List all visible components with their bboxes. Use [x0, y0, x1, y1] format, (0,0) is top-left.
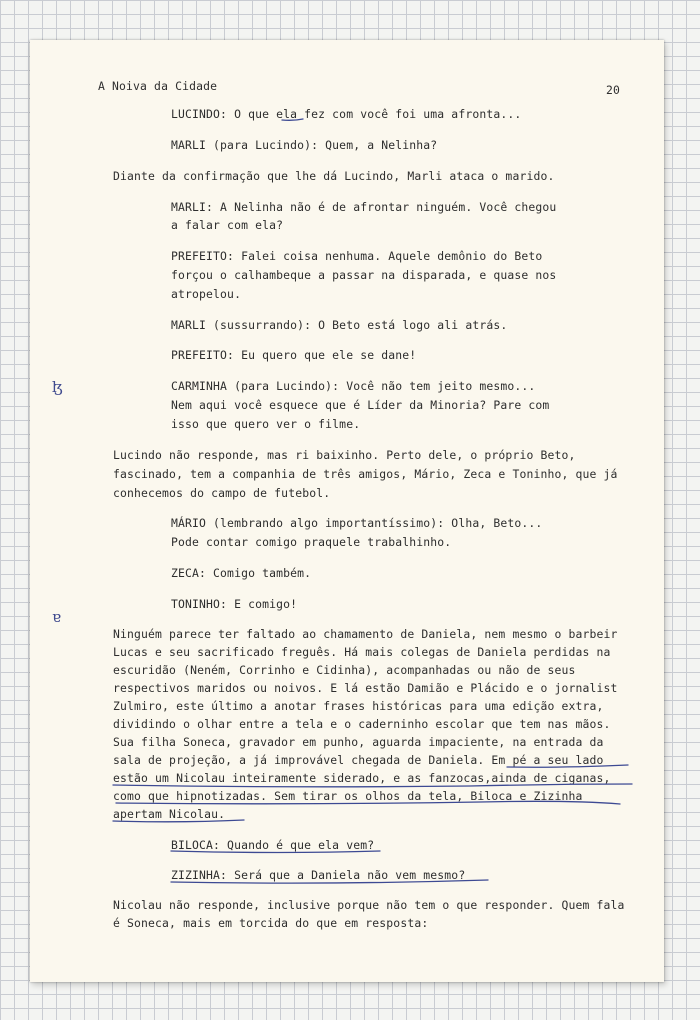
- text-line: LUCINDO: O que ela fez com você foi uma afronta...: [171, 107, 522, 121]
- page-header-title: A Noiva da Cidade: [98, 79, 218, 93]
- text-line: MARLI (para Lucindo): Quem, a Nelinha?: [171, 138, 438, 152]
- text-line: ZECA: Comigo também.: [171, 566, 312, 580]
- text-line: a falar com ela?: [171, 218, 284, 232]
- text-line: atropelou.: [171, 287, 242, 301]
- text-line: TONINHO: E comigo!: [171, 597, 298, 611]
- text-line: forçou o calhambeque a passar na disparada, e quase nos: [171, 268, 557, 282]
- text-line: PREFEITO: Falei coisa nenhuma. Aquele demônio do Beto: [171, 249, 543, 263]
- text-line: Diante da confirmação que lhe dá Lucindo, Marli ataca o marido.: [113, 169, 555, 183]
- text-line: como que hipnotizadas. Sem tirar os olhos da tela, Biloca e Zizinha: [113, 789, 583, 803]
- text-line: PREFEITO: Eu quero que ele se dane!: [171, 348, 417, 362]
- text-line: Sua filha Soneca, gravador em punho, aguarda impaciente, na entrada da: [113, 735, 604, 749]
- text-line: MÁRIO (lembrando algo importantíssimo): Olha, Beto...: [171, 516, 543, 530]
- text-line: MARLI (sussurrando): O Beto está logo ali atrás.: [171, 318, 508, 332]
- text-line: BILOCA: Quando é que ela vem?: [171, 838, 375, 852]
- text-line: Lucas e seu sacrificado freguês. Há mais colegas de Daniela perdidas na: [113, 645, 611, 659]
- text-line: conhecemos do campo de futebol.: [113, 486, 331, 500]
- text-line: estão um Nicolau inteiramente siderado, e as fanzocas,ainda de ciganas,: [113, 771, 611, 785]
- text-line: ZIZINHA: Será que a Daniela não vem mesmo?: [171, 868, 466, 882]
- text-line: MARLI: A Nelinha não é de afrontar ninguém. Você chegou: [171, 200, 557, 214]
- text-line: Zulmiro, este último a anotar frases históricas para uma edição extra,: [113, 699, 604, 713]
- margin-ink-mark: ɮ: [52, 378, 63, 396]
- text-line: sala de projeção, a já improvável chegada de Daniela. Em pé a seu lado: [113, 753, 604, 767]
- text-line: fascinado, tem a companhia de três amigos, Mário, Zeca e Toninho, que já: [113, 467, 618, 481]
- text-line: é Soneca, mais em torcida do que em resposta:: [113, 916, 429, 930]
- page-number: 20: [606, 83, 621, 97]
- text-line: Nicolau não responde, inclusive porque não tem o que responder. Quem fala: [113, 898, 625, 912]
- text-line: escuridão (Neném, Corrinho e Cidinha), acompanhadas ou não de seus: [113, 663, 576, 677]
- text-line: respectivos maridos ou noivos. E lá estão Damião e Plácido e o jornalist: [113, 681, 618, 695]
- margin-ink-mark: ɐ: [52, 608, 61, 626]
- text-line: Lucindo não responde, mas ri baixinho. Perto dele, o próprio Beto,: [113, 448, 576, 462]
- text-line: Ninguém parece ter faltado ao chamamento de Daniela, nem mesmo o barbeir: [113, 627, 618, 641]
- text-line: apertam Nicolau.: [113, 807, 226, 821]
- text-line: isso que quero ver o filme.: [171, 417, 361, 431]
- text-line: CARMINHA (para Lucindo): Você não tem jeito mesmo...: [171, 379, 536, 393]
- text-line: Nem aqui você esquece que é Líder da Minoria? Pare com: [171, 398, 550, 412]
- text-line: Pode contar comigo praquele trabalhinho.: [171, 535, 452, 549]
- text-line: dividindo o olhar entre a tela e o caderninho escolar que tem nas mãos.: [113, 717, 611, 731]
